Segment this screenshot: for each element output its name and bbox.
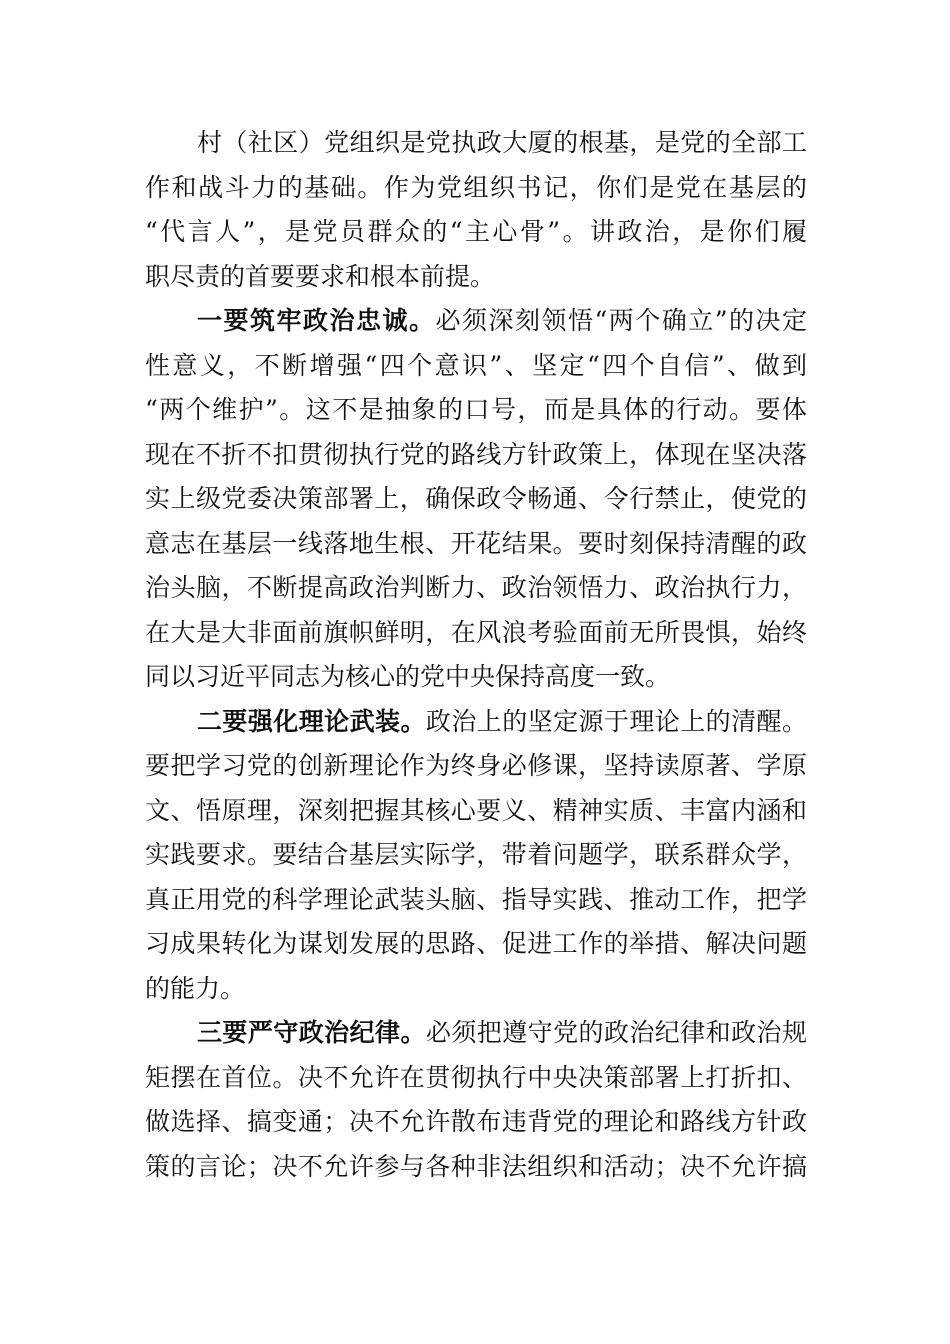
paragraph [145, 700, 807, 1012]
text-line [145, 744, 807, 789]
text-line [145, 700, 807, 745]
text-line [145, 522, 807, 567]
text-line [145, 388, 807, 433]
text-line [145, 967, 807, 1012]
paragraph-lead-heading: 三要严守政治纪律。 [197, 1018, 426, 1047]
line-text: “两个维护”。这不是抽象的口号，而是具体的行动。要体 [145, 395, 807, 424]
document-page [145, 121, 807, 1189]
text-line [145, 833, 807, 878]
text-line [145, 1011, 807, 1056]
line-text: 的能力。 [145, 973, 246, 1003]
line-text: 在大是大非面前旗帜鲜明，在风浪考验面前无所畏惧，始终 [145, 617, 807, 647]
text-line [145, 922, 807, 967]
text-line [145, 1100, 807, 1145]
paragraph [145, 1011, 807, 1189]
line-text: 做选择、搞变通；决不允许散布违背党的理论和路线方针政 [145, 1107, 807, 1136]
paragraph-lead-heading: 二要强化理论武装。 [197, 706, 426, 736]
line-text: 治头脑，不断提高政治判断力、政治领悟力、政治执行力， [145, 573, 807, 602]
line-text: “代言人”，是党员群众的“主心骨”。讲政治，是你们履 [145, 217, 807, 246]
text-line [145, 210, 807, 255]
text-line [145, 611, 807, 656]
text-line [145, 299, 807, 344]
line-text: 文、悟原理，深刻把握其核心要义、精神实质、丰富内涵和 [145, 795, 807, 825]
line-text: 实上级党委决策部署上，确保政令畅通、令行禁止，使党的 [145, 484, 807, 513]
paragraph [145, 121, 807, 299]
line-text: 矩摆在首位。决不允许在贯彻执行中央决策部署上打折扣、 [145, 1062, 807, 1092]
line-text: 实践要求。要结合基层实际学，带着问题学，联系群众学， [145, 840, 807, 869]
text-line [145, 255, 807, 300]
line-text: 必须把遵守党的政治纪律和政治规 [425, 1018, 807, 1047]
text-line [145, 878, 807, 923]
text-line [145, 1145, 807, 1190]
text-line [145, 121, 807, 166]
line-text: 性意义，不断增强“四个意识”、坚定“四个自信”、做到 [145, 350, 807, 380]
line-text: 同以习近平同志为核心的党中央保持高度一致。 [145, 662, 671, 691]
text-line [145, 433, 807, 478]
line-text: 政治上的坚定源于理论上的清醒。 [425, 706, 807, 736]
text-line [145, 477, 807, 522]
paragraph [145, 299, 807, 700]
text-line [145, 566, 807, 611]
line-text: 习成果转化为谋划发展的思路、促进工作的举措、解决问题 [145, 929, 807, 958]
line-text: 作和战斗力的基础。作为党组织书记，你们是党在基层的 [145, 172, 807, 202]
line-text: 村（社区）党组织是党执政大厦的根基，是党的全部工 [197, 128, 807, 157]
line-text: 真正用党的科学理论武装头脑、指导实践、推动工作，把学 [145, 884, 807, 914]
text-line [145, 166, 807, 211]
text-line [145, 344, 807, 389]
line-text: 现在不折不扣贯彻执行党的路线方针政策上，体现在坚决落 [145, 439, 807, 469]
text-line [145, 1056, 807, 1101]
line-text: 必须深刻领悟“两个确立”的决定 [435, 306, 807, 335]
text-line [145, 789, 807, 834]
line-text: 意志在基层一线落地生根、开花结果。要时刻保持清醒的政 [145, 528, 807, 558]
text-line [145, 655, 807, 700]
line-text: 策的言论；决不允许参与各种非法组织和活动；决不允许搞 [145, 1151, 807, 1181]
line-text: 职尽责的首要要求和根本前提。 [145, 261, 496, 291]
paragraph-lead-heading: 一要筑牢政治忠诚。 [197, 306, 436, 335]
line-text: 要把学习党的创新理论作为终身必修课，坚持读原著、学原 [145, 751, 807, 780]
